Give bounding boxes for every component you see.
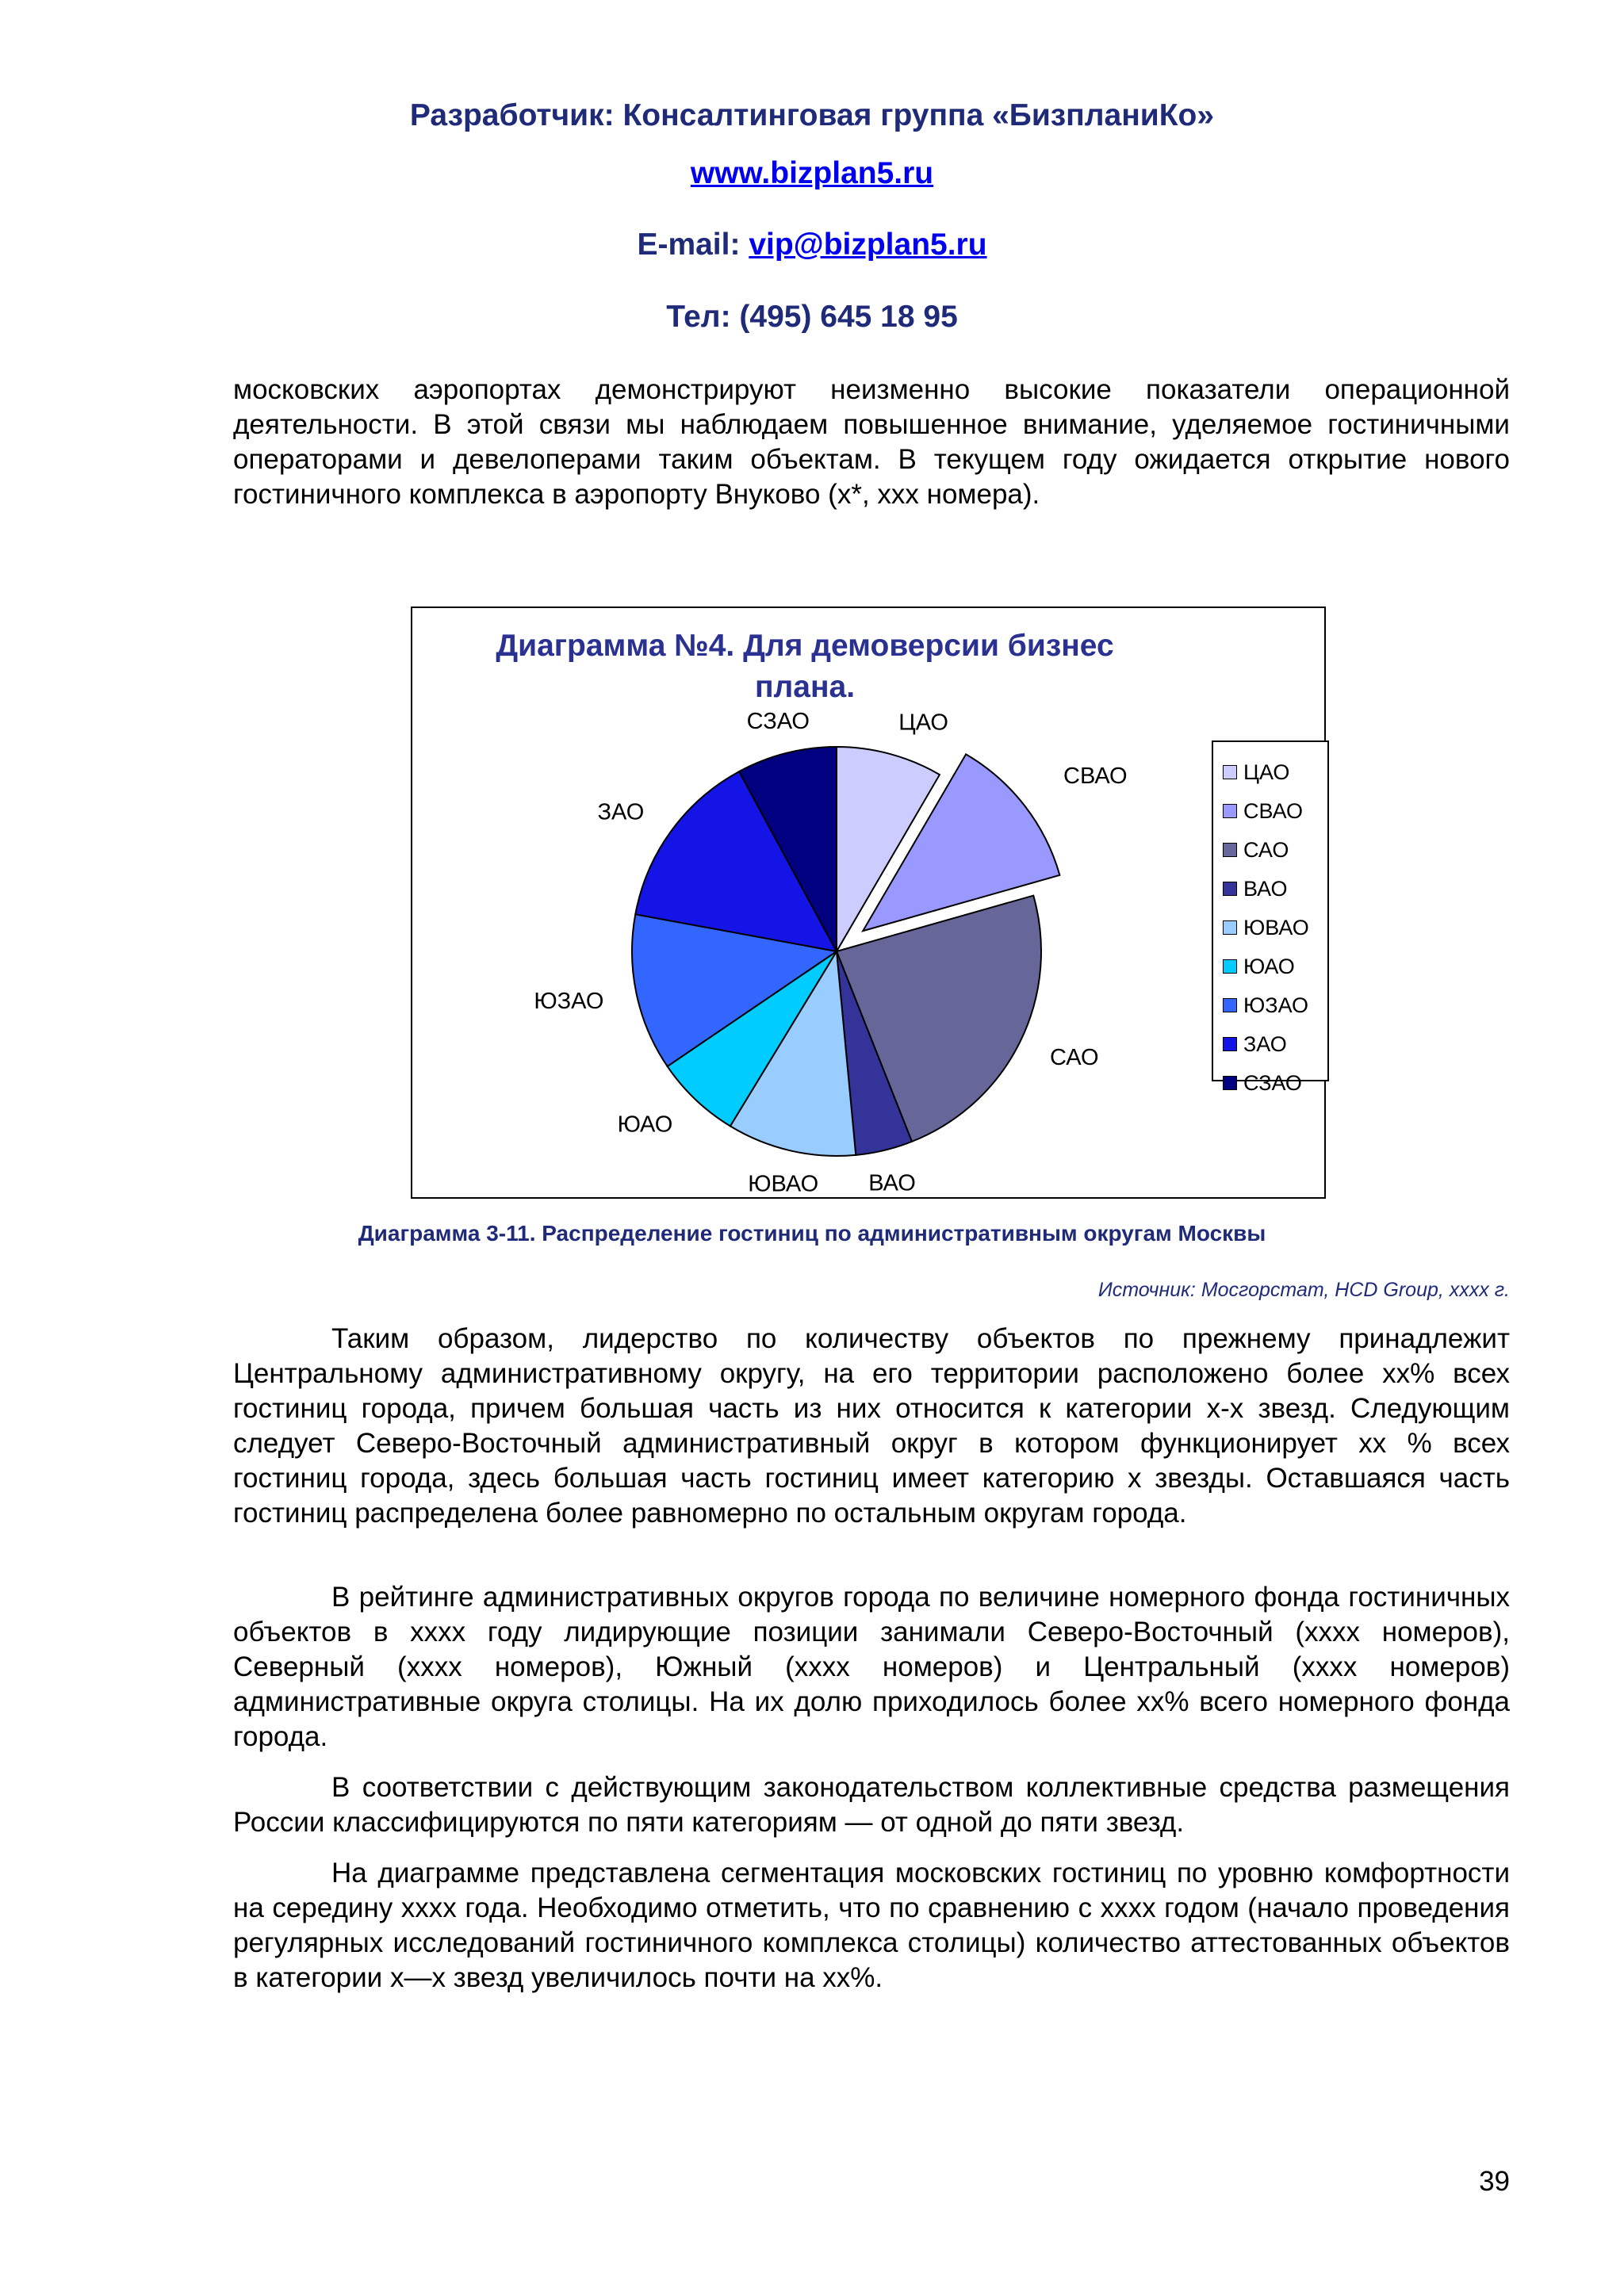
email-link[interactable]: vip@bizplan5.ru — [749, 228, 987, 262]
legend-swatch-4 — [1223, 882, 1237, 896]
page-number: 39 — [1479, 2166, 1510, 2197]
paragraph-4: В соответствии с действующим законодательством коллективные средства размещения России классифицируются по пяти категориям — от одной до пяти звезд. — [233, 1772, 1510, 1838]
legend-swatch-2 — [1223, 804, 1237, 818]
pie-label-4: ВАО — [868, 1170, 916, 1196]
developer-line: Разработчик: Консалтинговая группа «БизпланиКо» — [409, 98, 1215, 132]
legend-label-6: ЮАО — [1243, 955, 1295, 978]
legend-label-1: ЦАО — [1243, 760, 1290, 784]
pie-label-6: ЮАО — [617, 1112, 673, 1138]
legend-item-1 — [1223, 756, 1289, 788]
chart-legend — [1212, 740, 1329, 1095]
pie-label-8: ЗАО — [597, 799, 645, 825]
legend-item-3 — [1223, 834, 1289, 866]
paragraph-3: В рейтинге административных округов города по величине номерного фонда гостиничных объектов в хххх году лидирующие позиции занимали Северо-Восточный (хххх номеров), Северный (хххх номеров), Южный (хххх номеров) и Центральный (хххх номеров) административные округа столицы. На их долю приходилось более хх% всего номерного фонда города. — [233, 1582, 1510, 1752]
legend-swatch-7 — [1223, 998, 1237, 1012]
legend-swatch-5 — [1223, 920, 1237, 935]
legend-item-9 — [1223, 1067, 1302, 1099]
legend-item-2 — [1223, 795, 1303, 827]
legend-item-5 — [1223, 912, 1309, 943]
chart-frame — [411, 607, 1326, 1199]
phone-line: Тел: (495) 645 18 95 — [666, 300, 958, 334]
pie-label-9: СЗАО — [746, 709, 810, 735]
legend-label-2: СВАО — [1243, 799, 1304, 823]
pie-chart — [412, 608, 1205, 1197]
pie-label-7: ЮЗАО — [534, 988, 604, 1014]
legend-label-7: ЮЗАО — [1243, 993, 1309, 1017]
legend-item-7 — [1223, 989, 1308, 1021]
email-line — [0, 226, 1624, 264]
legend-swatch-9 — [1223, 1076, 1237, 1090]
chart-source: Источник: Мосгорстат, HCD Group, хххх г. — [1097, 1279, 1510, 1301]
pie-label-1: ЦАО — [898, 710, 948, 736]
legend-item-4 — [1223, 873, 1288, 905]
website-link[interactable]: www.bizplan5.ru — [690, 156, 934, 190]
legend-swatch-3 — [1223, 843, 1237, 857]
website-line — [0, 155, 1624, 193]
chart-title: Диаграмма №4. Для демоверсии бизнес плана. — [496, 629, 1114, 704]
email-label: E-mail: — [637, 228, 749, 262]
pie-label-3: САО — [1049, 1044, 1099, 1070]
legend-label-4: ВАО — [1243, 877, 1288, 901]
pie-label-5: ЮВАО — [748, 1171, 819, 1197]
legend-swatch-6 — [1223, 959, 1237, 974]
legend-swatch-8 — [1223, 1037, 1237, 1051]
paragraph-5: На диаграмме представлена сегментация московских гостиниц по уровню комфортности на середину хххх года. Необходимо отметить, что по сравнению с хххх годом (начало проведения регулярных исследований гостиничного комплекса столицы) количество аттестованных объектов в категории х—х звезд увеличилось почти на хх%. — [233, 1858, 1510, 1993]
chart-caption: Диаграмма 3-11. Распределение гостиниц по административным округам Москвы — [358, 1221, 1266, 1246]
legend-label-9: СЗАО — [1243, 1071, 1302, 1095]
legend-item-6 — [1223, 951, 1295, 982]
legend-label-5: ЮВАО — [1243, 916, 1309, 939]
paragraph-1: московских аэропортах демонстрируют неизменно высокие показатели операционной деятельности. В этой связи мы наблюдаем повышенное внимание, уделяемое гостиничными операторами и девелоперами таким объектам. В текущем году ожидается открытие нового гостиничного комплекса в аэропорту Внуково (х*, ххх номера). — [233, 374, 1510, 510]
legend-label-8: ЗАО — [1243, 1032, 1287, 1056]
pie-label-2: СВАО — [1063, 763, 1128, 790]
legend-swatch-1 — [1223, 765, 1237, 779]
paragraph-2: Таким образом, лидерство по количеству объектов по прежнему принадлежит Центральному административному округу, на его территории расположено более хх% всех гостиниц города, причем большая часть из них относится к категории х-х звезд. Следующим следует Северо-Восточный административный округ в котором функционирует хх % всех гостиниц города, здесь большая часть гостиниц имеет категорию х звезды. Оставшаяся часть гостиниц распределена более равномерно по остальным округам города. — [233, 1323, 1510, 1529]
legend-label-3: САО — [1243, 838, 1289, 862]
legend-item-8 — [1223, 1028, 1287, 1060]
